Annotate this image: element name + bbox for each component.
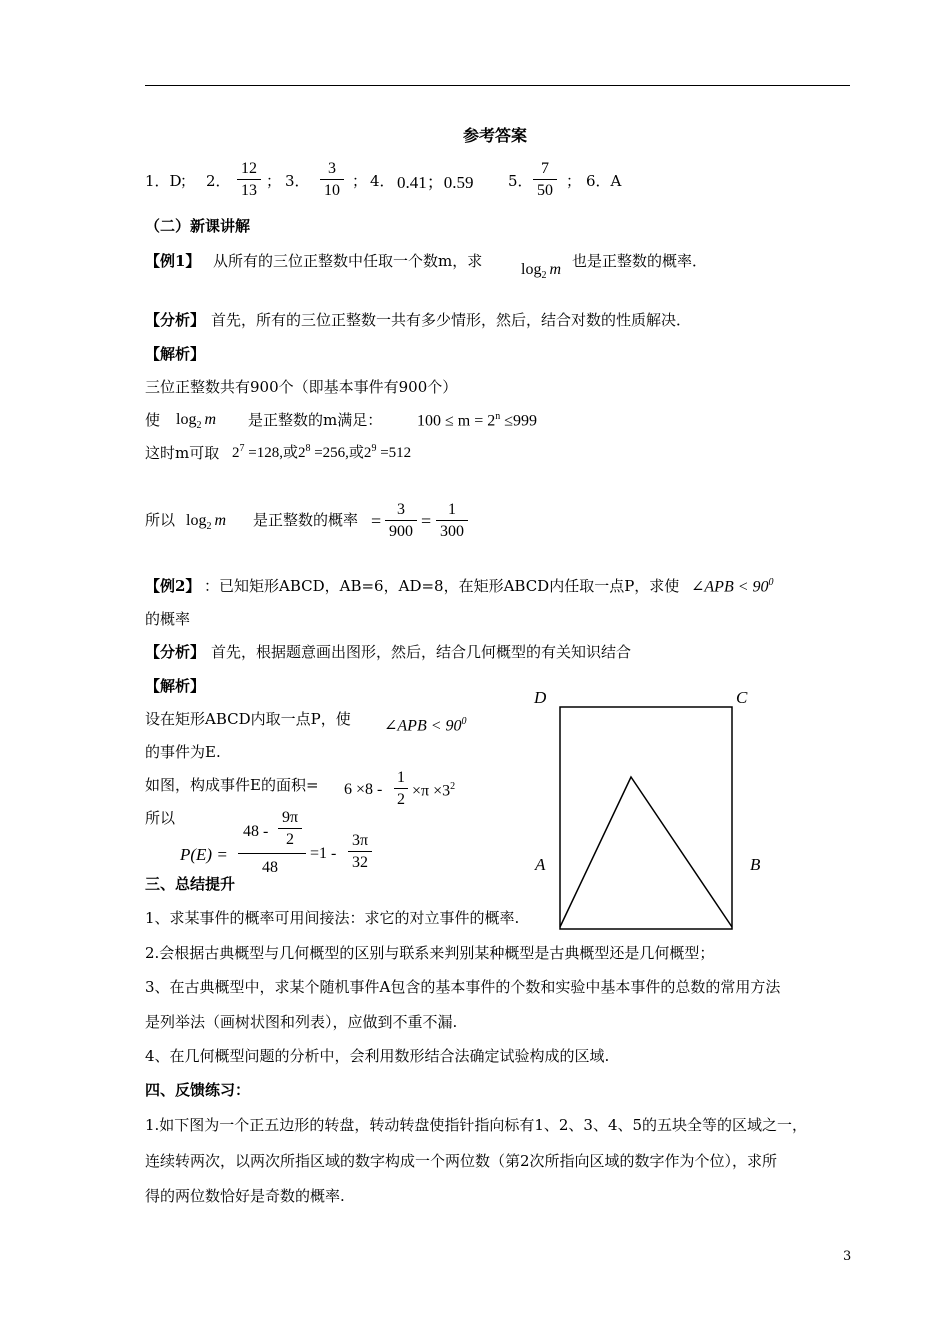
vertex-b-label: B <box>750 855 761 874</box>
example-1-solution-label: 【解析】 <box>145 345 206 363</box>
values-expression <box>232 444 411 461</box>
section-title: 参考答案 <box>463 126 528 145</box>
area-expression-a: 6 ×8 - <box>344 781 383 798</box>
example-2-analysis: 首先，根据题意画出图形，然后，结合几何概型的有关知识结合 <box>211 643 632 661</box>
summary-item-3: 3、在古典概型中，求某个随机事件A包含的基本事件的个数和实验中基本事件的总数的常用方法 <box>145 978 781 996</box>
log-base: 2 <box>206 521 212 533</box>
example-1-analysis: 首先，所有的三位正整数一共有多少情形，然后，结合对数的性质解决． <box>211 311 692 329</box>
answer-6: 6．A <box>586 172 622 190</box>
big-num-a: 48 - <box>243 823 269 840</box>
summary-item-4: 4、在几何概型问题的分析中，会利用数形结合法确定试验构成的区域. <box>145 1047 610 1065</box>
answer-5-label: 5． <box>508 172 533 190</box>
solution-line-2-mid: 是正整数的m满足： <box>248 411 383 429</box>
practice-line-2: 连续转两次，以两次所指区域的数字构成一个两位数（第2次所指向区域的数字作为个位），求所 <box>145 1152 778 1170</box>
fraction-denominator: 50 <box>537 182 553 199</box>
example-2-solution-label: 【解析】 <box>145 677 206 695</box>
exp-9: 9 <box>371 443 377 454</box>
example-1-label: 【例1】 <box>145 252 201 270</box>
answer-2-fraction <box>237 161 261 199</box>
example-2-analysis-label: 【分析】 <box>145 643 206 661</box>
fraction-denominator: 13 <box>241 182 257 199</box>
fraction-denominator: 300 <box>440 523 464 540</box>
rectangle-abcd <box>560 707 732 929</box>
fraction-numerator: 1 <box>397 769 405 786</box>
heading-new-lesson: （二）新课讲解 <box>145 217 251 235</box>
exp-7: 7 <box>239 443 245 454</box>
degree-mark: 0 <box>768 577 774 588</box>
solution-2-line-2: 的事件为E. <box>145 743 221 761</box>
solution-line-3-start: 这时m可取 <box>145 444 220 462</box>
example-1-text: 从所有的三位正整数中任取一个数m，求 <box>213 252 483 270</box>
log-base: 2 <box>541 270 547 282</box>
big-fraction-bar <box>238 853 306 854</box>
example-1-text-end: 也是正整数的概率． <box>572 252 708 270</box>
result-a: =1 - <box>310 845 337 862</box>
angle-text: ∠APB < 90 <box>384 717 462 735</box>
fraction-numerator: 3π <box>351 832 369 849</box>
area-expression-b <box>412 782 455 799</box>
log-word: log <box>186 512 207 529</box>
fraction-denominator: 10 <box>324 182 340 199</box>
fraction-denominator: 32 <box>352 854 368 871</box>
log-expression-3 <box>186 513 226 532</box>
probability-fraction-1 <box>385 502 417 540</box>
solution-line-1: 三位正整数共有900个（即基本事件有900个） <box>145 378 458 396</box>
log-expression <box>521 262 561 281</box>
solution-line-2-start: 使 <box>145 411 161 429</box>
example-2-line-2: 的概率 <box>145 610 191 628</box>
separator: ； <box>566 172 582 190</box>
fraction-numerator: 1 <box>448 501 456 518</box>
area-exponent: 2 <box>450 781 456 792</box>
answer-1: 1．D <box>145 172 182 190</box>
equals-sign: = <box>371 511 382 531</box>
pe-label: P(E) = <box>180 845 228 864</box>
value-base: 2 <box>232 445 240 461</box>
angle-condition-2 <box>384 717 467 734</box>
header-rule <box>145 85 850 86</box>
answer-2-label: 2． <box>206 172 231 190</box>
condition-right: ≤999 <box>500 412 538 430</box>
big-den: 48 <box>262 859 278 876</box>
nine-pi-over-two <box>278 810 302 848</box>
solution-line-4-start: 所以 <box>145 511 176 529</box>
answer-4-label: 4． <box>370 172 395 190</box>
answer-4-value: 0.41；0.59 <box>397 173 474 192</box>
answer-3-label: 3． <box>285 172 310 190</box>
condition-exponent: n <box>495 411 501 422</box>
value-256: =256,或2 <box>310 445 372 461</box>
half-fraction <box>394 770 408 808</box>
vertex-a-label: A <box>535 855 546 874</box>
fraction-numerator: 7 <box>541 160 549 177</box>
value-512: =512 <box>376 445 412 461</box>
fraction-denominator: 900 <box>389 523 413 540</box>
fraction-denominator: 2 <box>286 831 294 848</box>
angle-condition <box>691 578 774 595</box>
fraction-denominator: 2 <box>397 791 405 808</box>
value-128: =128,或2 <box>244 445 306 461</box>
separator: ； <box>266 172 282 190</box>
practice-line-1: 1.如下图为一个正五边形的转盘，转动转盘使指针指向标有1、2、3、4、5的五块全等的区域之一， <box>145 1116 808 1134</box>
probability-fraction-2 <box>436 502 468 540</box>
fraction-numerator: 12 <box>241 160 257 177</box>
solution-line-4-mid: 是正整数的概率 <box>253 511 359 529</box>
degree-mark: 0 <box>461 716 467 727</box>
separator: ； <box>180 172 196 190</box>
log-word: log <box>176 411 197 428</box>
result-fraction <box>348 833 372 871</box>
heading-practice: 四、反馈练习： <box>145 1081 251 1099</box>
log-var: m <box>549 261 562 278</box>
solution-2-line-1: 设在矩形ABCD内取一点P，使 <box>145 710 351 728</box>
fraction-numerator: 9π <box>281 809 299 826</box>
triangle-apb <box>560 777 732 927</box>
log-var: m <box>204 411 217 428</box>
fraction-numerator: 3 <box>328 160 336 177</box>
summary-item-2: 2.会根据古典概型与几何概型的区别与联系来判别某种概型是古典概型还是几何概型； <box>145 944 715 962</box>
page-number: 3 <box>843 1249 852 1264</box>
log-base: 2 <box>196 420 202 432</box>
condition-left: 100 ≤ m = 2 <box>417 412 496 430</box>
vertex-c-label: C <box>736 688 748 707</box>
answer-3-fraction <box>320 161 344 199</box>
log-var: m <box>214 512 227 529</box>
vertex-d-label: D <box>534 688 547 707</box>
separator: ； <box>352 172 368 190</box>
solution-2-line-4: 所以 <box>145 809 176 827</box>
angle-text: ∠APB < 90 <box>691 578 769 596</box>
summary-item-3-cont: 是列举法（画树状图和列表），应做到不重不漏. <box>145 1013 458 1031</box>
fraction-numerator: 3 <box>397 501 405 518</box>
solution-2-line-3: 如图，构成事件E的面积= <box>145 776 319 794</box>
example-2-text: ：已知矩形ABCD，AB=6，AD=8，在矩形ABCD内任取一点P，求使 <box>204 577 680 595</box>
heading-summary: 三、总结提升 <box>145 875 236 893</box>
answer-5-fraction <box>533 161 557 199</box>
example-1-analysis-label: 【分析】 <box>145 311 206 329</box>
condition-expression <box>417 412 537 429</box>
summary-item-1: 1、求某事件的概率可用间接法：求它的对立事件的概率. <box>145 909 520 927</box>
practice-line-3: 得的两位数恰好是奇数的概率. <box>145 1187 345 1205</box>
exp-8: 8 <box>305 443 311 454</box>
example-2-label: 【例2】 <box>145 577 201 595</box>
area-b-text: ×π ×3 <box>412 782 451 800</box>
log-word: log <box>521 261 542 278</box>
log-expression-2 <box>176 412 216 431</box>
equals-sign: = <box>421 511 432 531</box>
